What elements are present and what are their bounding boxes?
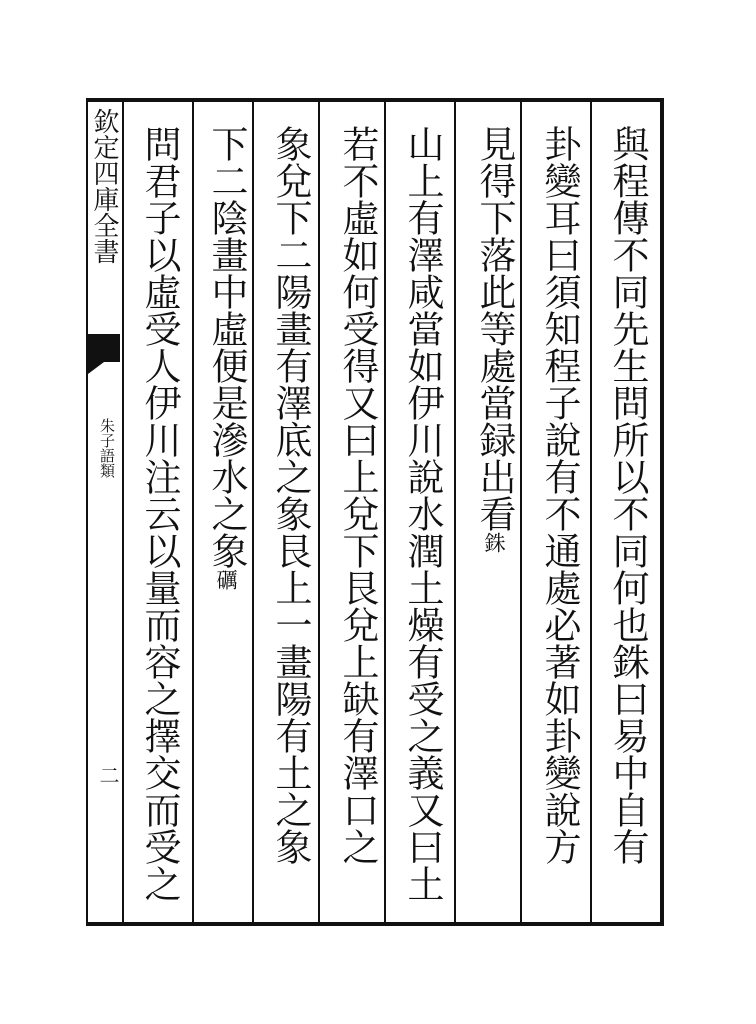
text-column-4 (398, 125, 444, 902)
text-column-5 (333, 125, 379, 865)
column-rule (252, 100, 254, 922)
column-rule (318, 100, 320, 922)
fishtail-mark (88, 334, 120, 362)
folio-number: 二 (96, 765, 120, 785)
column-text: 卦變耳曰須知程子說有不通處必著如卦變說方 (538, 125, 581, 865)
column-rule (192, 100, 194, 922)
column-rule (384, 100, 386, 922)
text-column-7 (202, 125, 248, 590)
column-rule (520, 100, 522, 922)
collection-title: 欽定四庫全書 (89, 108, 119, 264)
column-rule (122, 100, 124, 922)
column-text: 象兌下二陽畫有澤底之象艮上一畫陽有土之象 (269, 125, 312, 865)
column-note: 銖 (482, 532, 506, 553)
text-column-6 (266, 125, 312, 865)
column-text: 與程傳不同先生問所以不同何也銖曰易中自有 (606, 125, 649, 865)
text-column-1 (603, 125, 649, 865)
book-title: 朱子語類 (98, 418, 116, 478)
text-column-8 (135, 125, 181, 902)
column-text: 山上有澤咸當如伊川說水潤土燥有受之義又曰土 (401, 125, 444, 902)
column-rule (590, 100, 592, 922)
column-text: 問君子以虛受人伊川注云以量而容之擇交而受之 (138, 125, 181, 902)
column-note: 礪 (214, 569, 238, 590)
column-text: 若不虛如何受得又曰上兌下艮兌上缺有澤口之 (336, 125, 379, 865)
text-column-2 (535, 125, 581, 865)
column-text: 見得下落此等處當録出看 (473, 125, 516, 532)
column-text: 下二陰畫中虛便是滲水之象 (205, 125, 248, 569)
text-column-3 (470, 125, 516, 553)
column-rule (454, 100, 456, 922)
